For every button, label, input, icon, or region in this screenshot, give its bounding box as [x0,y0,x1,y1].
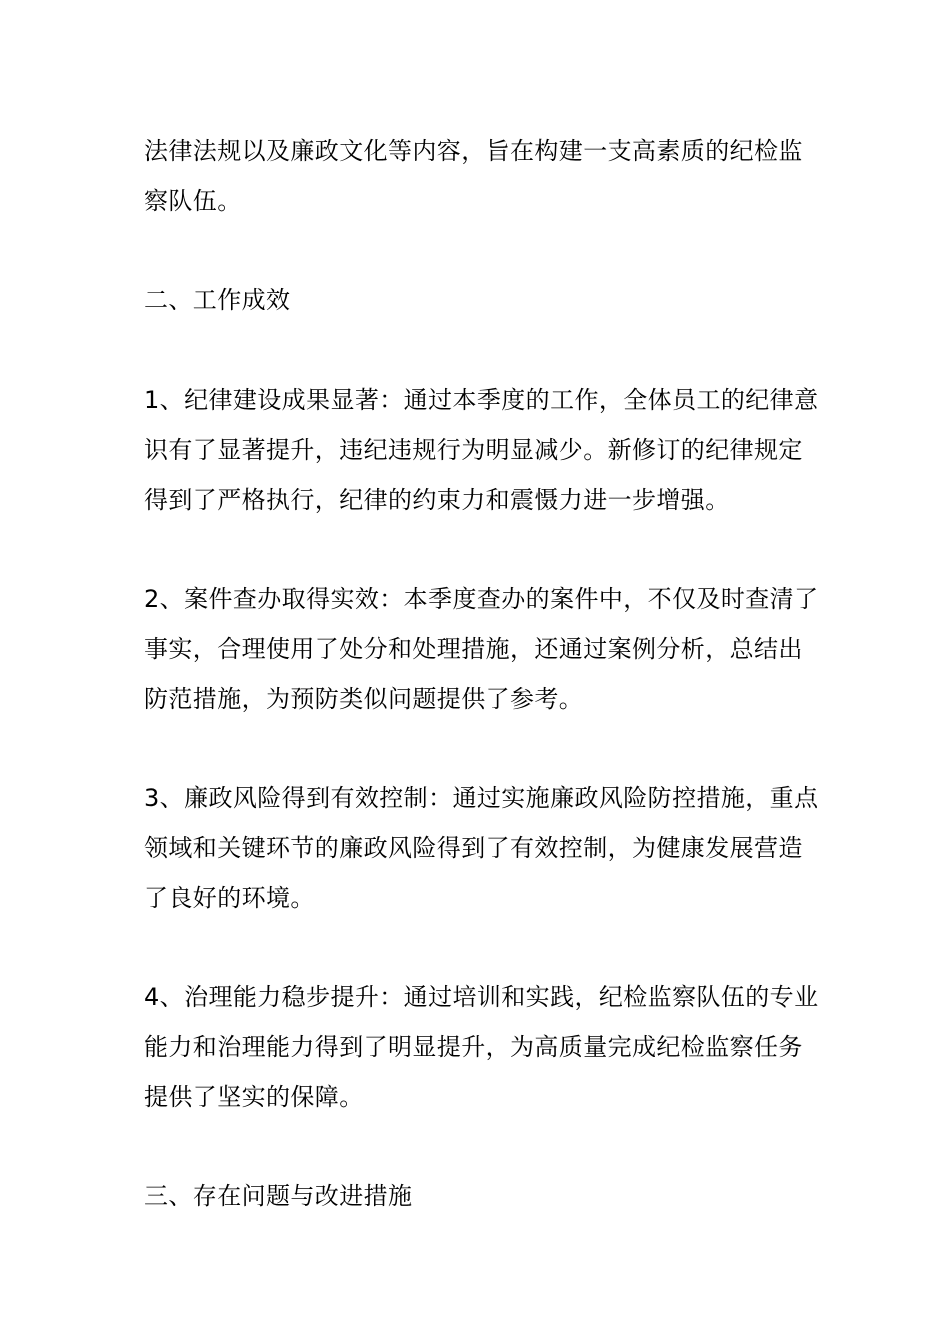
paragraph-line: 3、廉政风险得到有效控制：通过实施廉政风险防控措施，重点 [144,784,819,812]
paragraph-item-4 [144,972,819,1122]
paragraph-line: 能力和治理能力得到了明显提升，为高质量完成纪检监察任务 [144,1033,803,1061]
paragraph-item-2 [144,574,819,724]
paragraph-line: 1、纪律建设成果显著：通过本季度的工作，全体员工的纪律意 [144,386,819,414]
paragraph-line: 防范措施，为预防类似问题提供了参考。 [144,685,584,713]
intro-paragraph [144,126,814,226]
section-heading-problems-improvements [144,1171,814,1221]
paragraph-line: 事实，合理使用了处分和处理措施，还通过案例分析，总结出 [144,635,803,663]
paragraph-line: 4、治理能力稳步提升：通过培训和实践，纪检监察队伍的专业 [144,983,819,1011]
section-heading-text: 二、工作成效 [144,286,291,314]
paragraph-line: 得到了严格执行，纪律的约束力和震慑力进一步增强。 [144,486,730,514]
paragraph-line: 2、案件查办取得实效：本季度查办的案件中，不仅及时查清了 [144,585,819,613]
paragraph-item-1 [144,375,819,525]
paragraph-line: 领域和关键环节的廉政风险得到了有效控制，为健康发展营造 [144,834,803,862]
paragraph-line: 提供了坚实的保障。 [144,1083,364,1111]
paragraph-line: 察队伍。 [144,187,242,215]
section-heading-text: 三、存在问题与改进措施 [144,1182,413,1210]
section-heading-work-results [144,275,814,325]
paragraph-item-3 [144,773,819,923]
paragraph-line: 识有了显著提升，违纪违规行为明显减少。新修订的纪律规定 [144,436,803,464]
paragraph-line: 法律法规以及廉政文化等内容，旨在构建一支高素质的纪检监 [144,137,803,165]
paragraph-line: 了良好的环境。 [144,884,315,912]
